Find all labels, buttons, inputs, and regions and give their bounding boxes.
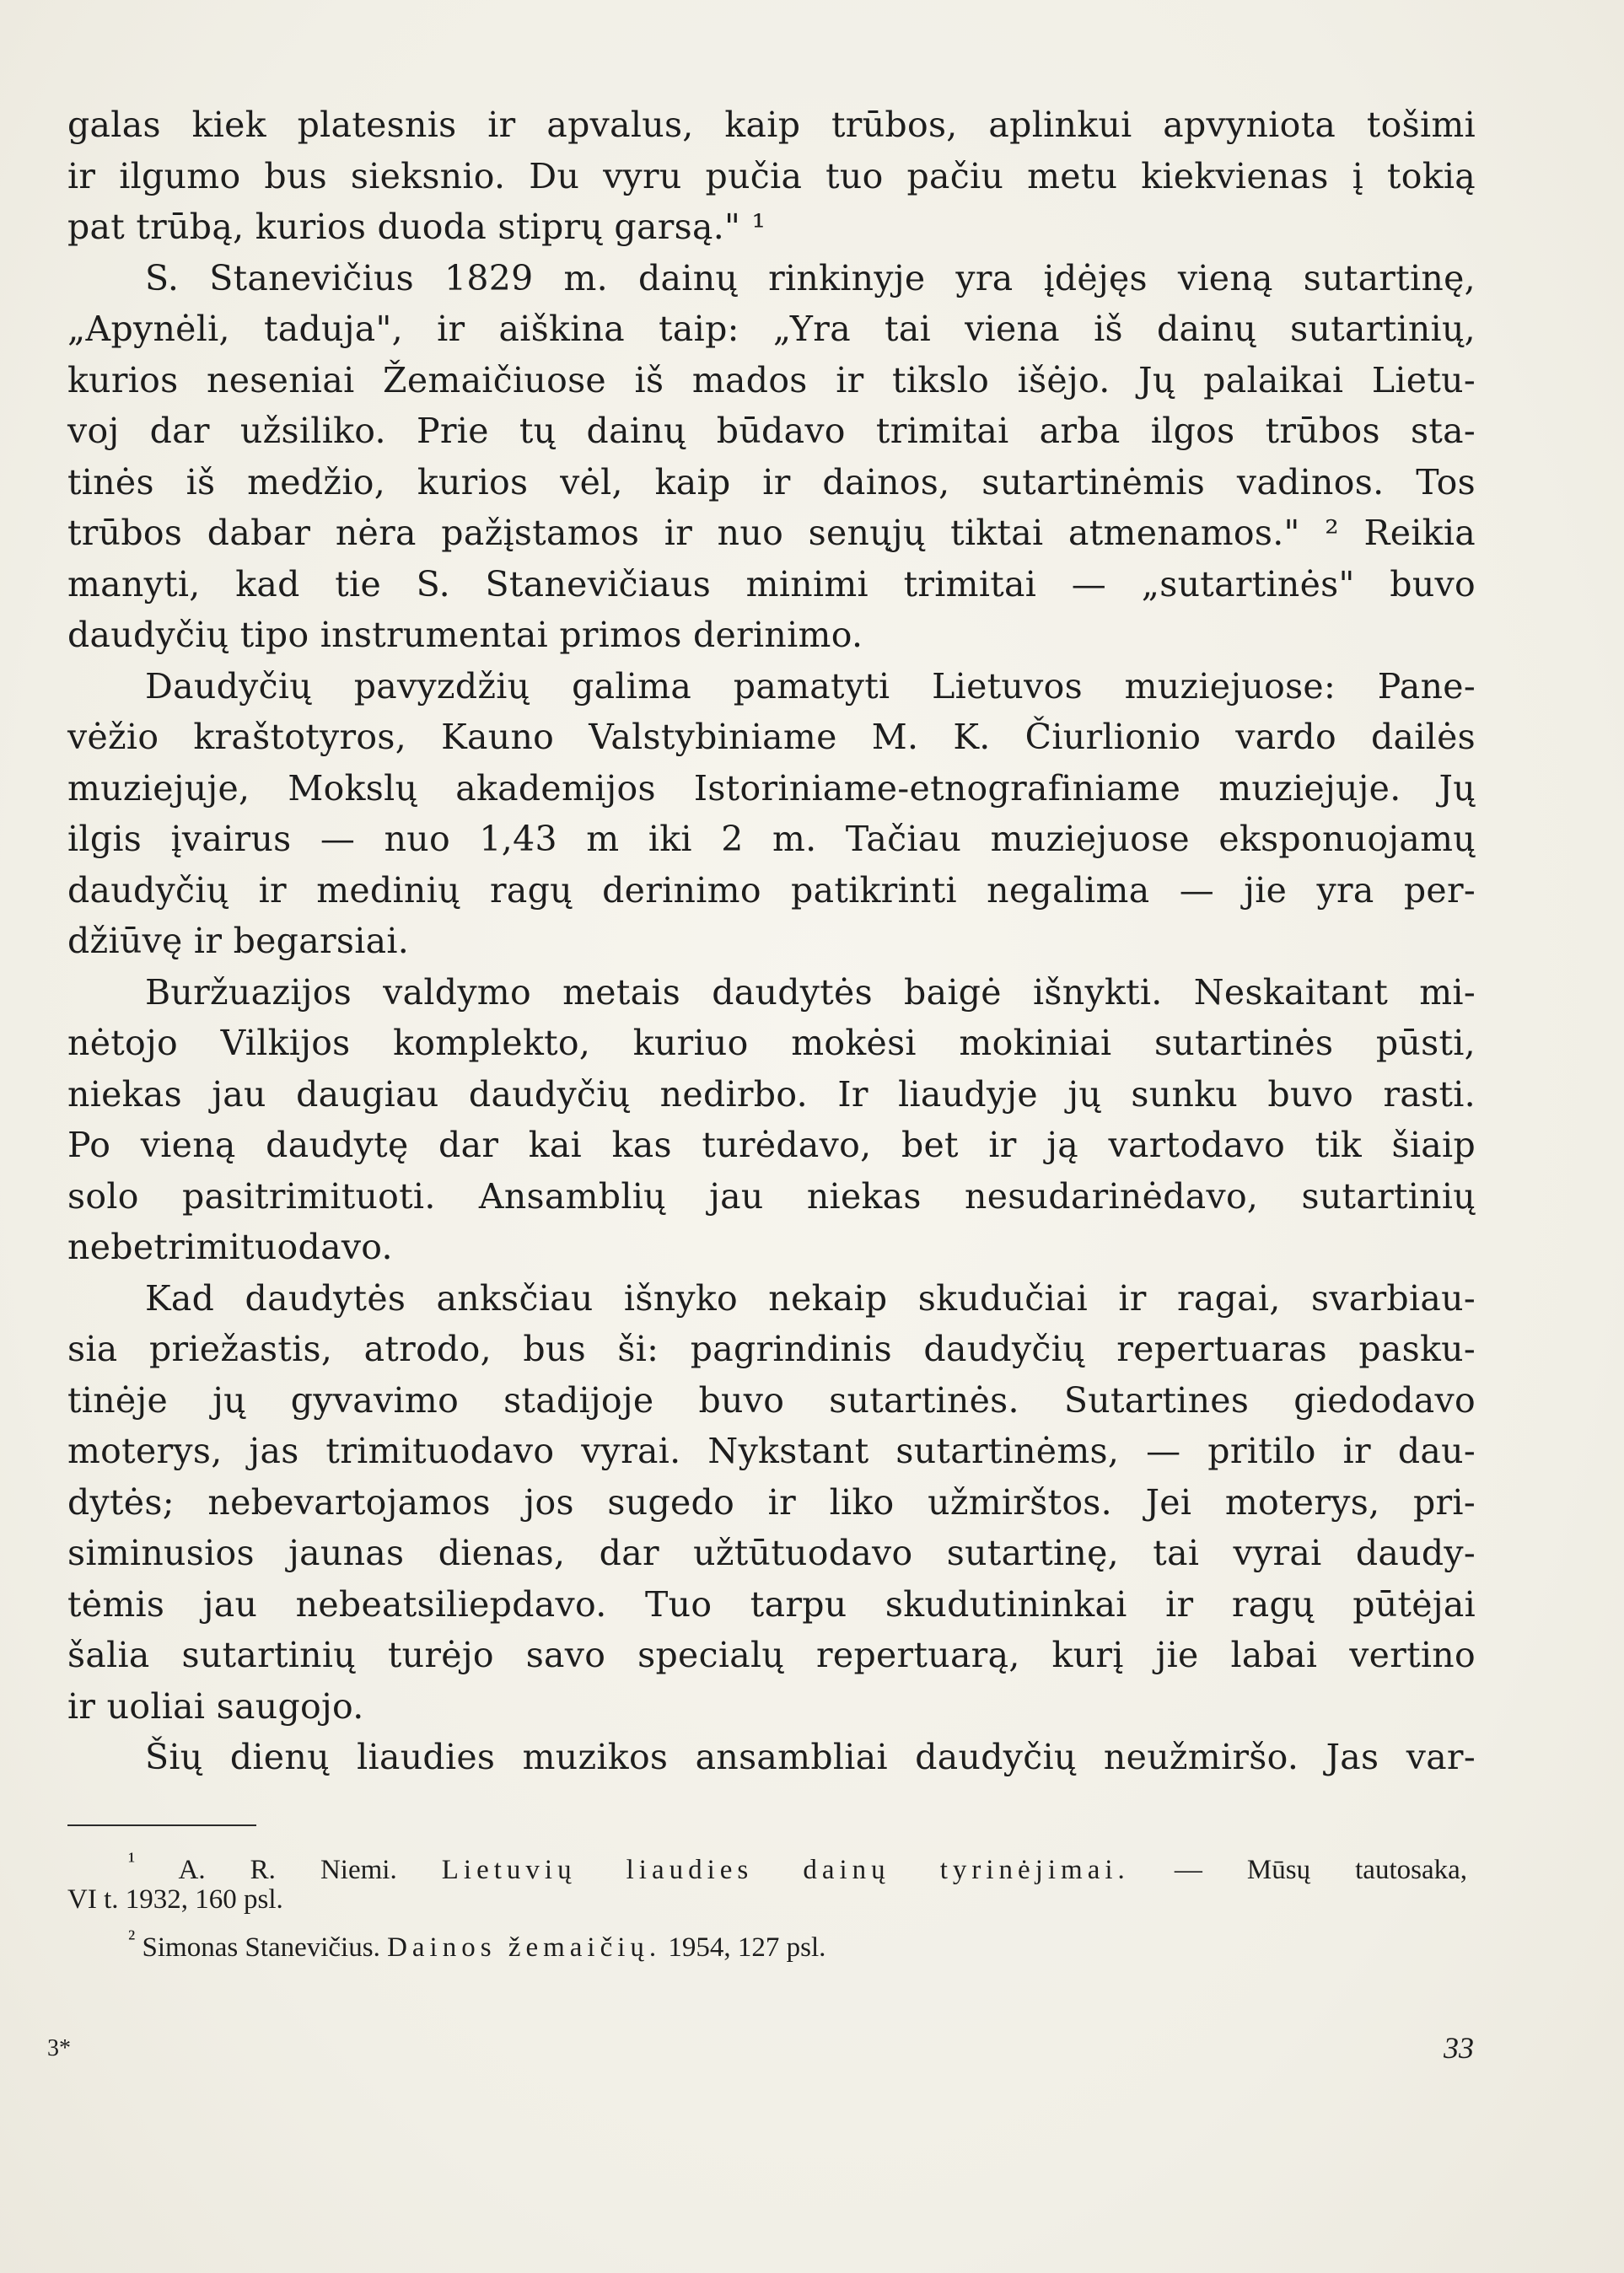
- text-line: sia priežastis, atrodo, bus ši: pagrindinis daudyčių repertuaras pasku-: [67, 1329, 1476, 1369]
- footnote-author: A. R. Niemi.: [178, 1855, 397, 1885]
- footnote-title: Lietuvių liaudies dainų tyrinėjimai.: [441, 1855, 1130, 1885]
- text-line: Po vieną daudytę dar kai kas turėdavo, bet ir ją vartodavo tik šiaip: [67, 1125, 1476, 1165]
- footnote-marker: ¹: [128, 1847, 136, 1873]
- footnote-1: [67, 1841, 1468, 1885]
- footnote-source: — Mūsų tautosaka,: [1174, 1855, 1468, 1885]
- text-line: galas kiek platesnis ir apvalus, kaip trūbos, aplinkui apvyniota tošimi: [67, 105, 1476, 145]
- text-line: šalia sutartinių turėjo savo specialų repertuarą, kurį jie labai vertino: [67, 1635, 1476, 1675]
- text-line: tinėje jų gyvavimo stadijoje buvo sutartinės. Sutartines giedodavo: [67, 1379, 1476, 1421]
- text-line: daudyčių tipo instrumentai primos derinimo.: [67, 615, 863, 655]
- text-line: trūbos dabar nėra pažįstamos ir nuo senųjų tiktai atmenamos." ² Reikia: [67, 513, 1476, 553]
- text-line: Kad daudytės anksčiau išnyko nekaip skudučiai ir ragai, svarbiau-: [145, 1277, 1476, 1319]
- footnote-2: [67, 1919, 1467, 1963]
- text-line: Šių dienų liaudies muzikos ansambliai daudyčių neužmiršo. Jas var-: [145, 1737, 1476, 1777]
- text-line: moterys, jas trimituodavo vyrai. Nykstant sutartinėms, — pritilo ir dau-: [67, 1431, 1476, 1471]
- page-number: 33: [1444, 2031, 1474, 2065]
- body-text: [67, 99, 1476, 1783]
- text-line: vėžio kraštotyros, Kauno Valstybiniame M. K. Čiurlionio vardo dailės: [67, 717, 1476, 757]
- text-line: nebetrimituodavo.: [67, 1227, 393, 1267]
- footnote-1-continuation: VI t. 1932, 160 psl.: [67, 1884, 283, 1915]
- text-line: muziejuje, Mokslų akademijos Istoriniame-etnografiniame muziejuje. Jų: [67, 767, 1476, 809]
- text-line: dytės; nebevartojamos jos sugedo ir liko užmirštos. Jei moterys, pri-: [67, 1481, 1476, 1523]
- text-line: Daudyčių pavyzdžių galima pamatyti Lietuvos muziejuose: Pane-: [145, 665, 1476, 707]
- text-line: niekas jau daugiau daudyčių nedirbo. Ir liaudyje jų sunku buvo rasti.: [67, 1073, 1476, 1115]
- text-line: tinės iš medžio, kurios vėl, kaip ir dainos, sutartinėmis vadinos. Tos: [67, 461, 1476, 502]
- signature-mark: 3*: [47, 2035, 71, 2061]
- footnote-marker: ²: [128, 1925, 136, 1951]
- text-line: ir uoliai saugojo.: [67, 1685, 364, 1727]
- footnotes: [67, 1841, 1468, 1963]
- footnote-author: Simonas Stanevičius.: [142, 1932, 380, 1963]
- text-line: daudyčių ir medinių ragų derinimo patikrinti negalima — jie yra per-: [67, 869, 1476, 911]
- footnote-source: 1954, 127 psl.: [668, 1932, 826, 1963]
- text-line: siminusios jaunas dienas, dar užtūtuodavo sutartinę, tai vyrai daudy-: [67, 1533, 1476, 1573]
- text-line: solo pasitrimituoti. Ansamblių jau niekas nesudarinėdavo, sutartinių: [67, 1175, 1476, 1217]
- text-line: tėmis jau nebeatsiliepdavo. Tuo tarpu skudutininkai ir ragų pūtėjai: [67, 1583, 1476, 1625]
- text-line: ir ilgumo bus sieksnio. Du vyru pučia tuo pačiu metu kiekvienas į tokią: [67, 155, 1476, 196]
- text-line: „Apynėli, taduja", ir aiškina taip: „Yra tai viena iš dainų sutartinių,: [67, 309, 1476, 349]
- text-line: nėtojo Vilkijos komplekto, kuriuo mokėsi mokiniai sutartinės pūsti,: [67, 1023, 1476, 1063]
- text-line: kurios neseniai Žemaičiuose iš mados ir tikslo išėjo. Jų palaikai Lietu-: [67, 359, 1476, 400]
- text-line: voj dar užsiliko. Prie tų dainų būdavo trimitai arba ilgos trūbos sta-: [67, 411, 1476, 451]
- text-line: pat trūbą, kurios duoda stiprų garsą." ¹: [67, 207, 766, 247]
- text-line: S. Stanevičius 1829 m. dainų rinkinyje yra įdėjęs vieną sutartinę,: [145, 257, 1476, 298]
- footnote-divider: [67, 1824, 256, 1826]
- text-line: Buržuazijos valdymo metais daudytės baigė išnykti. Neskaitant mi-: [145, 971, 1476, 1013]
- text-line: manyti, kad tie S. Stanevičiaus minimi trimitai — „sutartinės" buvo: [67, 563, 1476, 605]
- text-line: ilgis įvairus — nuo 1,43 m iki 2 m. Tačiau muziejuose eksponuojamų: [67, 819, 1476, 859]
- footnote-title: Dainos žemaičių.: [387, 1932, 662, 1963]
- text-line: džiūvę ir begarsiai.: [67, 921, 410, 961]
- page-footer: [0, 2030, 1624, 2072]
